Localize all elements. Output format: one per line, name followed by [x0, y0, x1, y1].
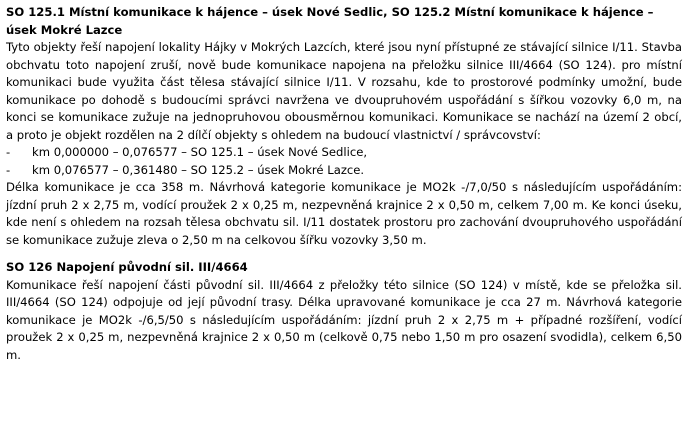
- section-spacer: [6, 249, 682, 259]
- list-item: [6, 162, 682, 180]
- section-heading-so-125: SO 125.1 Místní komunikace k hájence – úsek Nové Sedlic, SO 125.2 Místní komunikace k hájence – úsek Mokré Lazce: [6, 5, 654, 37]
- document-page: [6, 4, 682, 364]
- list-bullet: -: [6, 145, 11, 159]
- list-item-text: km 0,076577 – 0,361480 – SO 125.2 – úsek Mokré Lazce.: [32, 162, 365, 177]
- km-section-list: [6, 144, 682, 179]
- section-so-125-paragraph-2: Délka komunikace je cca 358 m. Návrhová kategorie komunikace je MO2k -/7,0/50 s následujícím uspořádáním: jízdní pruh 2 x 2,75 m, vodící proužek 2 x 0,25 m, nezpevněná krajnice 2 x 0,50 m, celkem 7,00 m. Ke konci úseku, kde není s ohledem na rozsah tělesa obchvatu sil. I/11 dostatek prostoru pro zachování dvoupruhového uspořádání se komunikace zužuje zleva o 2,50 m na celkovou šířku vozovky 3,50 m.: [6, 180, 682, 247]
- list-bullet: -: [6, 162, 11, 177]
- list-item: [6, 144, 682, 162]
- list-item-text: km 0,000000 – 0,076577 – SO 125.1 – úsek Nové Sedlice,: [32, 145, 368, 159]
- section-heading-so-126: SO 126 Napojení původní sil. III/4664: [6, 260, 248, 274]
- section-so-126-paragraph-1: Komunikace řeší napojení části původní sil. III/4664 z přeložky této silnice (SO 124) v místě, kde se přeložka sil. III/4664 (SO 124) odpojuje od její původní trasy. Délka upravované komunikace je cca 27 m. Návrhová kategorie komunikace je MO2k -/6,5/50 s následujícím uspořádáním: jízdní pruh 2 x 2,75 m + případné rozšíření, vodící proužek 2 x 0,25 m, nezpevněná krajnice 2 x 0,50 m (celkově 0,75 nebo 1,50 m pro osazení svodidla), celkem 6,50 m.: [6, 277, 682, 362]
- section-so-125-paragraph-1: Tyto objekty řeší napojení lokality Hájky v Mokrých Lazcích, které jsou nyní přístupné ze stávající silnice I/11. Stavba obchvatu toto napojení zruší, nově bude komunikace napojena na přeložku silnice III/4664 (SO 124). pro místní komunikaci bude využita část tělesa stávající silnice I/11. V rozsahu, kde to prostorové podmínky umožní, bude komunikace po dohodě s budoucími správci navržena ve dvoupruhovém uspořádání s šířkou vozovky 6,0 m, na konci se komunikace zužuje na jednopruhovou obousměrnou komunikaci. Komunikace se nachází na území 2 obcí, a proto je objekt rozdělen na 2 dílčí objekty s ohledem na budoucí vlastnictví / správcovství:: [6, 40, 682, 142]
